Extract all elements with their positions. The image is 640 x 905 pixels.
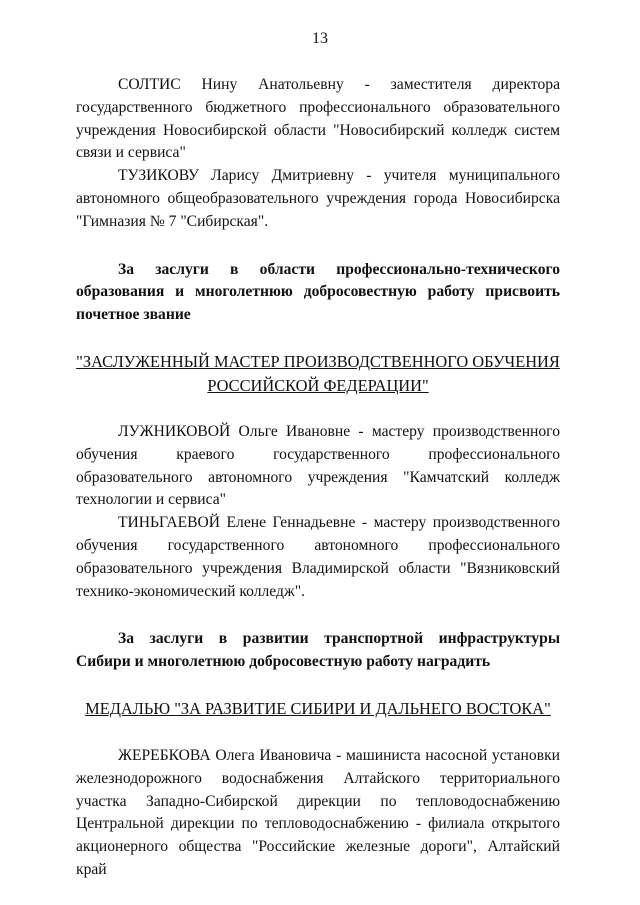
award-paragraph-zherebkov: ЖЕРЕБКОВА Олега Ивановича - машиниста насосной установки железнодорожного водоснабжения Алтайского территориального участка Западно-Сибирской дирекции по тепловодоснабжению Центральной дирекции по тепловодоснабжению - филиала открытого акционерного общества "Российские железные дороги", Алтайский край: [76, 746, 560, 878]
award-paragraph-luzhnikova: ЛУЖНИКОВОЙ Ольге Ивановне - мастеру производственного обучения краевого государственного профессионального образовательного автономного учреждения "Камчатский колледж технологии и сервиса": [76, 422, 560, 509]
award-paragraph-soltis: СОЛТИС Нину Анатольевну - заместителя директора государственного бюджетного профессионального образовательного учреждения Новосибирской области "Новосибирский колледж систем связи и сервиса": [76, 76, 560, 162]
medal-title-heading: МЕДАЛЬЮ "ЗА РАЗВИТИЕ СИБИРИ И ДАЛЬНЕГО ВОСТОКА": [85, 698, 551, 718]
section-heading-transport: За заслуги в развитии транспортной инфраструктуры Сибири и многолетнюю добросовестную работу наградить: [76, 630, 560, 671]
award-paragraph-tingaeva: ТИНЬГАЕВОЙ Елене Геннадьевне - мастеру производственного обучения государственного автономного профессионального образовательного учреждения Владимирской области "Вязниковский технико-экономический колледж".: [76, 514, 560, 600]
section-heading-education: За заслуги в области профессионально-технического образования и многолетнюю добросовестную работу присвоить почетное звание: [76, 260, 560, 324]
page-number: 13: [312, 30, 328, 47]
honorary-title-heading: "ЗАСЛУЖЕННЫЙ МАСТЕР ПРОИЗВОДСТВЕННОГО ОБУЧЕНИЯ РОССИЙСКОЙ ФЕДЕРАЦИИ": [76, 351, 560, 395]
document-body: [76, 74, 560, 882]
award-paragraph-tuzikova: ТУЗИКОВУ Ларису Дмитриевну - учителя муниципального автономного общеобразовательного учреждения города Новосибирска "Гимназия № 7 "Сибирская".: [76, 167, 560, 230]
